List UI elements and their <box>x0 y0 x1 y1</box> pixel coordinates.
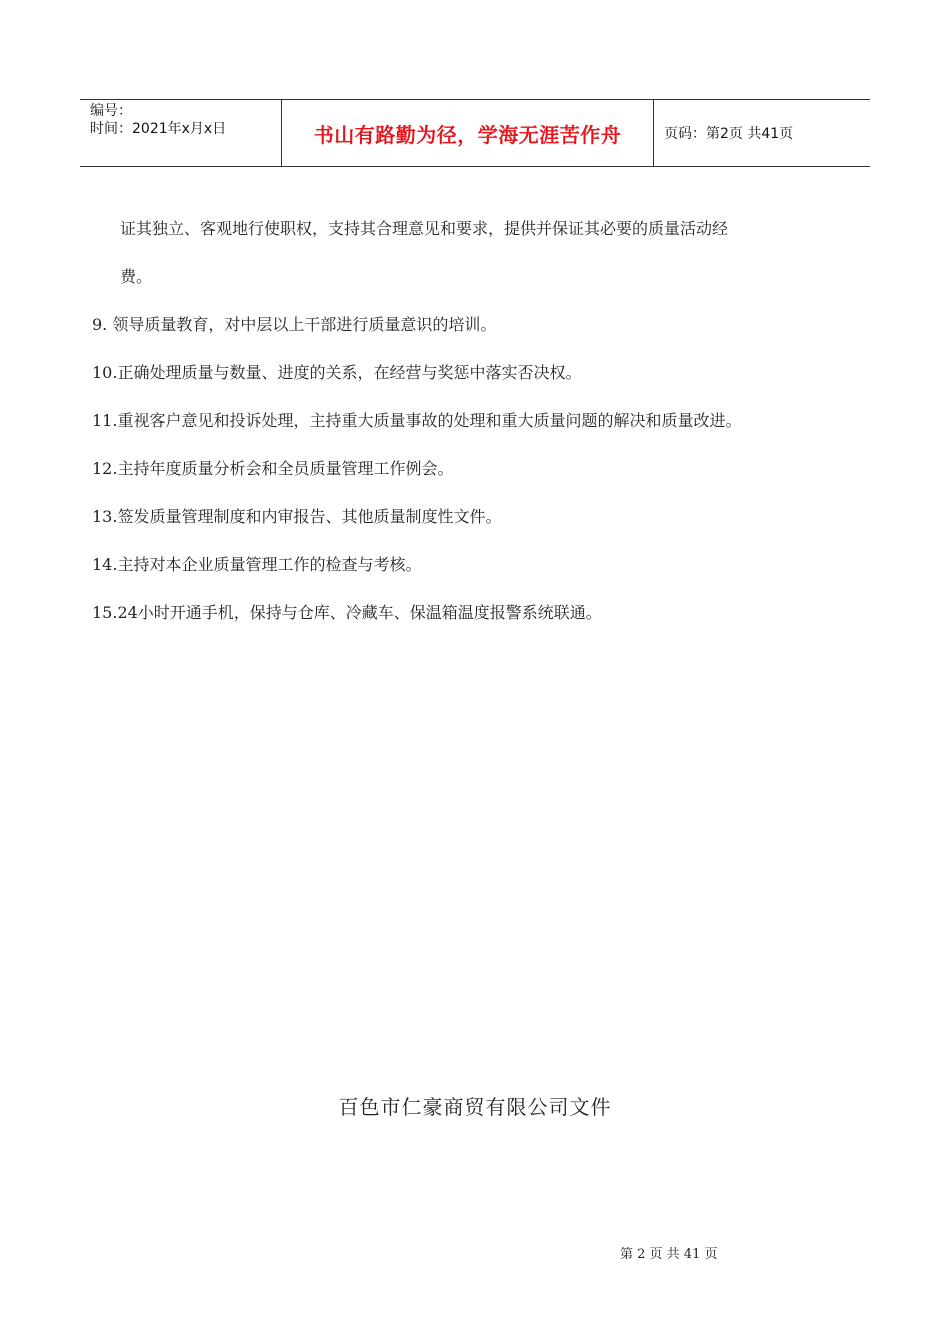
continuation-end: 费。 <box>120 267 153 286</box>
continuation-line: 证其独立、客观地行使职权，支持其合理意见和要求，提供并保证其必要的质量活动经 <box>120 219 729 238</box>
header-page-label: 页码：第2页 共41页 <box>664 126 794 142</box>
company-name: 百色市仁豪商贸有限公司文件 <box>338 1095 612 1119</box>
number-label: 编号： <box>90 103 132 119</box>
header-info-cell <box>80 100 282 166</box>
list-item: 12.主持年度质量分析会和全员质量管理工作例会。 <box>92 459 454 478</box>
list-item: 13.签发质量管理制度和内审报告、其他质量制度性文件。 <box>92 507 502 526</box>
list-item: 10.正确处理质量与数量、进度的关系，在经营与奖惩中落实否决权。 <box>92 363 582 382</box>
list-item: 14.主持对本企业质量管理工作的检查与考核。 <box>92 555 422 574</box>
header-table <box>80 99 870 167</box>
header-motto: 书山有路勤为径，学海无涯苦作舟 <box>282 100 654 166</box>
list-item: 11.重视客户意见和投诉处理，主持重大质量事故的处理和重大质量问题的解决和质量改进。 <box>92 411 742 430</box>
document-body <box>92 205 882 637</box>
footer-page-number: 第 2 页 共 41 页 <box>620 1247 718 1262</box>
list-item: 15.24小时开通手机，保持与仓库、冷藏车、保温箱温度报警系统联通。 <box>92 603 602 622</box>
list-item: 9. 领导质量教育，对中层以上干部进行质量意识的培训。 <box>92 315 497 334</box>
date-label: 时间：2021年x月x日 <box>90 121 227 137</box>
